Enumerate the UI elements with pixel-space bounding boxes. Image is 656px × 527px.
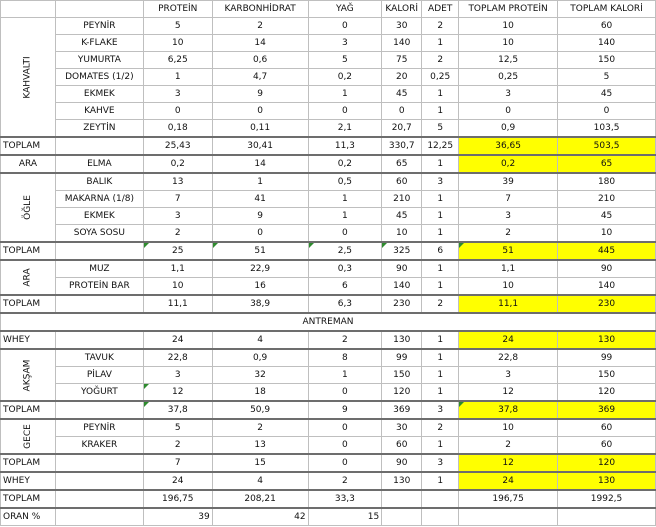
total-protein-cell[interactable]: 7 — [459, 191, 558, 208]
protein-cell[interactable]: 10 — [143, 35, 212, 52]
fat-cell[interactable]: 3 — [308, 35, 382, 52]
total-protein-cell[interactable]: 0 — [459, 103, 558, 120]
corner-cell[interactable] — [1, 1, 56, 18]
fat-cell[interactable]: 1 — [308, 208, 382, 225]
calorie-cell[interactable]: 45 — [382, 86, 422, 103]
total-calorie-cell[interactable]: 60 — [558, 419, 656, 437]
fat-cell[interactable]: 2 — [308, 472, 382, 490]
food-name[interactable] — [55, 137, 143, 155]
table-row — [1, 419, 656, 437]
total-calorie-cell[interactable]: 150 — [558, 52, 656, 69]
section-title-antreman[interactable]: ANTREMAN — [1, 313, 656, 331]
total-protein-cell[interactable]: 3 — [459, 208, 558, 225]
calorie-cell[interactable]: 90 — [382, 260, 422, 278]
food-name[interactable] — [55, 295, 143, 313]
count-cell[interactable]: 1 — [422, 86, 459, 103]
row-label[interactable]: TOPLAM — [1, 490, 56, 508]
calorie-cell[interactable]: 130 — [382, 331, 422, 349]
protein-cell[interactable]: 1,1 — [143, 260, 212, 278]
food-name[interactable]: MAKARNA (1/8) — [55, 191, 143, 208]
calorie-cell[interactable]: 330,7 — [382, 137, 422, 155]
protein-cell[interactable]: 2 — [143, 437, 212, 455]
subtotal-row — [1, 137, 656, 155]
total-protein-cell[interactable]: 0,25 — [459, 69, 558, 86]
protein-cell[interactable]: 0 — [143, 103, 212, 120]
food-name[interactable] — [55, 401, 143, 419]
carb-cell[interactable]: 51 — [212, 242, 308, 260]
count-cell[interactable]: 2 — [422, 419, 459, 437]
table-row — [1, 155, 656, 173]
row-label[interactable]: WHEY — [1, 472, 56, 490]
table-row — [1, 69, 656, 86]
carb-cell[interactable]: 1 — [212, 173, 308, 191]
total-protein-cell[interactable]: 11,1 — [459, 295, 558, 313]
ratio-row — [1, 508, 656, 526]
header-toplam-protein[interactable]: TOPLAM PROTEİN — [459, 1, 558, 18]
total-protein-cell[interactable]: 39 — [459, 173, 558, 191]
count-cell[interactable]: 1 — [422, 472, 459, 490]
total-protein-cell[interactable]: 196,75 — [459, 490, 558, 508]
total-protein-cell[interactable]: 51 — [459, 242, 558, 260]
group-label-gece[interactable]: GECE — [1, 419, 56, 454]
carb-cell[interactable]: 4 — [212, 331, 308, 349]
calorie-cell[interactable]: 90 — [382, 454, 422, 472]
count-cell[interactable]: 1 — [422, 103, 459, 120]
calorie-cell[interactable]: 65 — [382, 155, 422, 173]
group-label-kahvalti[interactable]: KAHVALTI — [1, 18, 56, 138]
count-cell[interactable]: 2 — [422, 52, 459, 69]
fat-cell[interactable]: 1 — [308, 86, 382, 103]
fat-cell[interactable]: 0,5 — [308, 173, 382, 191]
calorie-cell[interactable] — [382, 490, 422, 508]
fat-cell[interactable]: 0 — [308, 437, 382, 455]
protein-cell[interactable]: 3 — [143, 208, 212, 225]
total-calorie-cell[interactable]: 503,5 — [558, 137, 656, 155]
total-calorie-cell[interactable]: 140 — [558, 278, 656, 296]
row-label[interactable]: TOPLAM — [1, 295, 56, 313]
protein-cell[interactable]: 7 — [143, 191, 212, 208]
count-cell[interactable]: 3 — [422, 173, 459, 191]
count-cell[interactable]: 1 — [422, 437, 459, 455]
table-row — [1, 260, 656, 278]
protein-cell[interactable]: 25,43 — [143, 137, 212, 155]
count-cell[interactable]: 1 — [422, 260, 459, 278]
count-cell[interactable]: 1 — [422, 349, 459, 367]
fat-cell[interactable]: 2,5 — [308, 242, 382, 260]
total-protein-cell[interactable]: 12 — [459, 454, 558, 472]
calorie-cell[interactable]: 140 — [382, 35, 422, 52]
carb-cell[interactable]: 0,9 — [212, 349, 308, 367]
total-calorie-cell[interactable]: 90 — [558, 260, 656, 278]
subtotal-row — [1, 401, 656, 419]
count-cell[interactable]: 1 — [422, 155, 459, 173]
food-name[interactable]: PEYNİR — [55, 18, 143, 35]
food-name[interactable]: ELMA — [55, 155, 143, 173]
food-name[interactable] — [55, 454, 143, 472]
carb-cell[interactable]: 14 — [212, 155, 308, 173]
table-row — [1, 120, 656, 138]
carb-cell[interactable]: 41 — [212, 191, 308, 208]
total-protein-cell[interactable]: 24 — [459, 472, 558, 490]
total-protein-cell[interactable]: 22,8 — [459, 349, 558, 367]
protein-cell[interactable]: 3 — [143, 367, 212, 384]
total-protein-cell[interactable]: 3 — [459, 367, 558, 384]
total-calorie-cell[interactable]: 130 — [558, 472, 656, 490]
header-item-cell[interactable] — [55, 1, 143, 18]
header-yag[interactable]: YAĞ — [308, 1, 382, 18]
carb-cell[interactable]: 18 — [212, 384, 308, 402]
total-calorie-cell[interactable]: 65 — [558, 155, 656, 173]
header-adet[interactable]: ADET — [422, 1, 459, 18]
protein-cell[interactable]: 24 — [143, 472, 212, 490]
food-name[interactable]: EKMEK — [55, 208, 143, 225]
fat-cell[interactable]: 2 — [308, 331, 382, 349]
food-name[interactable]: ZEYTİN — [55, 120, 143, 138]
row-label[interactable]: TOPLAM — [1, 137, 56, 155]
protein-cell[interactable]: 12 — [143, 384, 212, 402]
fat-cell[interactable]: 6,3 — [308, 295, 382, 313]
calorie-cell[interactable] — [382, 508, 422, 526]
food-name[interactable]: KRAKER — [55, 437, 143, 455]
row-label[interactable]: TOPLAM — [1, 401, 56, 419]
total-calorie-cell[interactable]: 210 — [558, 191, 656, 208]
total-calorie-cell[interactable]: 120 — [558, 454, 656, 472]
total-calorie-cell[interactable]: 1992,5 — [558, 490, 656, 508]
total-calorie-cell[interactable]: 230 — [558, 295, 656, 313]
row-label[interactable]: TOPLAM — [1, 242, 56, 260]
protein-cell[interactable]: 22,8 — [143, 349, 212, 367]
count-cell[interactable]: 1 — [422, 367, 459, 384]
table-row — [1, 349, 656, 367]
food-name[interactable] — [55, 242, 143, 260]
count-cell[interactable]: 12,25 — [422, 137, 459, 155]
total-protein-cell[interactable]: 10 — [459, 35, 558, 52]
carb-cell[interactable]: 13 — [212, 437, 308, 455]
calorie-cell[interactable]: 325 — [382, 242, 422, 260]
protein-cell[interactable]: 24 — [143, 331, 212, 349]
header-protein[interactable]: PROTEİN — [143, 1, 212, 18]
total-protein-cell[interactable]: 10 — [459, 419, 558, 437]
carb-cell[interactable]: 16 — [212, 278, 308, 296]
count-cell[interactable]: 1 — [422, 191, 459, 208]
food-name[interactable] — [55, 472, 143, 490]
carb-cell[interactable]: 9 — [212, 208, 308, 225]
total-calorie-cell[interactable]: 180 — [558, 173, 656, 191]
header-row — [1, 1, 656, 18]
count-cell[interactable]: 1 — [422, 384, 459, 402]
table-row — [1, 86, 656, 103]
calorie-cell[interactable]: 130 — [382, 472, 422, 490]
carb-cell[interactable]: 2 — [212, 419, 308, 437]
row-label[interactable]: TOPLAM — [1, 454, 56, 472]
table-row — [1, 208, 656, 225]
total-calorie-cell[interactable] — [558, 508, 656, 526]
count-cell[interactable]: 1 — [422, 331, 459, 349]
food-name[interactable] — [55, 490, 143, 508]
protein-cell[interactable]: 196,75 — [143, 490, 212, 508]
carb-cell[interactable]: 22,9 — [212, 260, 308, 278]
protein-cell[interactable]: 0,18 — [143, 120, 212, 138]
subtotal-row — [1, 454, 656, 472]
protein-cell[interactable]: 25 — [143, 242, 212, 260]
calorie-cell[interactable]: 60 — [382, 173, 422, 191]
table-row — [1, 52, 656, 69]
count-cell[interactable]: 3 — [422, 454, 459, 472]
table-row — [1, 278, 656, 296]
table-row — [1, 472, 656, 490]
food-name[interactable]: YUMURTA — [55, 52, 143, 69]
grand-total-row — [1, 490, 656, 508]
count-cell[interactable]: 1 — [422, 225, 459, 243]
total-protein-cell[interactable]: 12 — [459, 384, 558, 402]
calorie-cell[interactable]: 120 — [382, 384, 422, 402]
carb-cell[interactable]: 38,9 — [212, 295, 308, 313]
protein-ratio-cell[interactable]: 39 — [143, 508, 212, 526]
count-cell[interactable]: 6 — [422, 242, 459, 260]
table-row — [1, 384, 656, 402]
food-name[interactable]: MUZ — [55, 260, 143, 278]
total-protein-cell[interactable]: 24 — [459, 331, 558, 349]
protein-cell[interactable]: 5 — [143, 419, 212, 437]
total-protein-cell[interactable]: 1,1 — [459, 260, 558, 278]
total-calorie-cell[interactable]: 150 — [558, 367, 656, 384]
fat-cell[interactable]: 1 — [308, 191, 382, 208]
fat-cell[interactable]: 1 — [308, 367, 382, 384]
carb-cell[interactable]: 9 — [212, 86, 308, 103]
protein-cell[interactable]: 5 — [143, 18, 212, 35]
total-protein-cell[interactable]: 2 — [459, 225, 558, 243]
calorie-cell[interactable]: 0 — [382, 103, 422, 120]
carb-cell[interactable]: 15 — [212, 454, 308, 472]
total-protein-cell[interactable]: 12,5 — [459, 52, 558, 69]
count-cell[interactable] — [422, 508, 459, 526]
calorie-cell[interactable]: 45 — [382, 208, 422, 225]
count-cell[interactable]: 3 — [422, 401, 459, 419]
header-toplam-kalori[interactable]: TOPLAM KALORİ — [558, 1, 656, 18]
row-label[interactable]: WHEY — [1, 331, 56, 349]
total-protein-cell[interactable] — [459, 508, 558, 526]
table-row — [1, 18, 656, 35]
total-calorie-cell[interactable]: 45 — [558, 208, 656, 225]
subtotal-row — [1, 295, 656, 313]
fat-cell[interactable]: 0,3 — [308, 260, 382, 278]
total-calorie-cell[interactable]: 5 — [558, 69, 656, 86]
total-calorie-cell[interactable]: 120 — [558, 384, 656, 402]
fat-cell[interactable]: 0,2 — [308, 155, 382, 173]
carb-cell[interactable]: 208,21 — [212, 490, 308, 508]
carb-cell[interactable]: 2 — [212, 18, 308, 35]
protein-cell[interactable]: 37,8 — [143, 401, 212, 419]
header-kalori[interactable]: KALORİ — [382, 1, 422, 18]
fat-cell[interactable]: 9 — [308, 401, 382, 419]
fat-cell[interactable]: 0 — [308, 18, 382, 35]
food-name[interactable]: TAVUK — [55, 349, 143, 367]
count-cell[interactable] — [422, 490, 459, 508]
total-protein-cell[interactable]: 36,65 — [459, 137, 558, 155]
fat-cell[interactable]: 0,2 — [308, 69, 382, 86]
food-name[interactable] — [55, 508, 143, 526]
carb-cell[interactable]: 32 — [212, 367, 308, 384]
total-protein-cell[interactable]: 0,9 — [459, 120, 558, 138]
fat-cell[interactable]: 11,3 — [308, 137, 382, 155]
food-name[interactable]: BALIK — [55, 173, 143, 191]
fat-cell[interactable]: 6 — [308, 278, 382, 296]
total-calorie-cell[interactable]: 0 — [558, 103, 656, 120]
protein-cell[interactable]: 1 — [143, 69, 212, 86]
row-label[interactable]: ARA — [1, 155, 56, 173]
calorie-cell[interactable]: 30 — [382, 18, 422, 35]
table-row — [1, 331, 656, 349]
group-label-ara[interactable]: ARA — [1, 260, 56, 295]
subtotal-row — [1, 242, 656, 260]
count-cell[interactable]: 2 — [422, 295, 459, 313]
fat-ratio-cell[interactable]: 15 — [308, 508, 382, 526]
header-karbonhidrat[interactable]: KARBONHİDRAT — [212, 1, 308, 18]
fat-cell[interactable]: 5 — [308, 52, 382, 69]
total-calorie-cell[interactable]: 99 — [558, 349, 656, 367]
food-name[interactable]: DOMATES (1/2) — [55, 69, 143, 86]
calorie-cell[interactable]: 230 — [382, 295, 422, 313]
fat-cell[interactable]: 8 — [308, 349, 382, 367]
total-calorie-cell[interactable]: 60 — [558, 437, 656, 455]
fat-cell[interactable]: 0 — [308, 384, 382, 402]
table-row — [1, 367, 656, 384]
food-name[interactable]: PİLAV — [55, 367, 143, 384]
table-row — [1, 191, 656, 208]
total-calorie-cell[interactable]: 140 — [558, 35, 656, 52]
table-row — [1, 437, 656, 455]
food-name[interactable] — [55, 331, 143, 349]
carb-cell[interactable]: 50,9 — [212, 401, 308, 419]
count-cell[interactable]: 1 — [422, 208, 459, 225]
protein-cell[interactable]: 13 — [143, 173, 212, 191]
fat-cell[interactable]: 0 — [308, 419, 382, 437]
protein-cell[interactable]: 0,2 — [143, 155, 212, 173]
section-row — [1, 313, 656, 331]
carb-cell[interactable]: 0,11 — [212, 120, 308, 138]
total-calorie-cell[interactable]: 369 — [558, 401, 656, 419]
food-name[interactable]: YOĞURT — [55, 384, 143, 402]
carb-cell[interactable]: 4 — [212, 472, 308, 490]
carb-ratio-cell[interactable]: 42 — [212, 508, 308, 526]
calorie-cell[interactable]: 99 — [382, 349, 422, 367]
protein-cell[interactable]: 3 — [143, 86, 212, 103]
total-calorie-cell[interactable]: 103,5 — [558, 120, 656, 138]
group-label-ogle[interactable]: ÖĞLE — [1, 173, 56, 242]
count-cell[interactable]: 2 — [422, 18, 459, 35]
table-row — [1, 173, 656, 191]
total-protein-cell[interactable]: 37,8 — [459, 401, 558, 419]
calorie-cell[interactable]: 210 — [382, 191, 422, 208]
protein-cell[interactable]: 2 — [143, 225, 212, 243]
total-protein-cell[interactable]: 10 — [459, 278, 558, 296]
food-name[interactable]: SOYA SOSU — [55, 225, 143, 243]
calorie-cell[interactable]: 150 — [382, 367, 422, 384]
count-cell[interactable]: 0,25 — [422, 69, 459, 86]
food-name[interactable]: KAHVE — [55, 103, 143, 120]
food-name[interactable]: EKMEK — [55, 86, 143, 103]
protein-cell[interactable]: 11,1 — [143, 295, 212, 313]
food-name[interactable]: K-FLAKE — [55, 35, 143, 52]
carb-cell[interactable]: 14 — [212, 35, 308, 52]
food-name[interactable]: PEYNİR — [55, 419, 143, 437]
calorie-cell[interactable]: 20 — [382, 69, 422, 86]
table-row — [1, 103, 656, 120]
food-name[interactable]: PROTEİN BAR — [55, 278, 143, 296]
total-calorie-cell[interactable]: 45 — [558, 86, 656, 103]
carb-cell[interactable]: 0 — [212, 225, 308, 243]
calorie-cell[interactable]: 10 — [382, 225, 422, 243]
total-calorie-cell[interactable]: 445 — [558, 242, 656, 260]
total-protein-cell[interactable]: 3 — [459, 86, 558, 103]
fat-cell[interactable]: 0 — [308, 454, 382, 472]
total-protein-cell[interactable]: 2 — [459, 437, 558, 455]
calorie-cell[interactable]: 30 — [382, 419, 422, 437]
row-label[interactable]: ORAN % — [1, 508, 56, 526]
total-calorie-cell[interactable]: 60 — [558, 18, 656, 35]
fat-cell[interactable]: 33,3 — [308, 490, 382, 508]
total-calorie-cell[interactable]: 130 — [558, 331, 656, 349]
count-cell[interactable]: 5 — [422, 120, 459, 138]
calorie-cell[interactable]: 140 — [382, 278, 422, 296]
carb-cell[interactable]: 4,7 — [212, 69, 308, 86]
carb-cell[interactable]: 0 — [212, 103, 308, 120]
count-cell[interactable]: 1 — [422, 35, 459, 52]
protein-cell[interactable]: 6,25 — [143, 52, 212, 69]
table-row — [1, 35, 656, 52]
protein-cell[interactable]: 7 — [143, 454, 212, 472]
carb-cell[interactable]: 0,6 — [212, 52, 308, 69]
total-calorie-cell[interactable]: 10 — [558, 225, 656, 243]
fat-cell[interactable]: 0 — [308, 103, 382, 120]
calorie-cell[interactable]: 20,7 — [382, 120, 422, 138]
table-row — [1, 225, 656, 243]
group-label-aksam[interactable]: AKŞAM — [1, 349, 56, 401]
protein-cell[interactable]: 10 — [143, 278, 212, 296]
carb-cell[interactable]: 30,41 — [212, 137, 308, 155]
calorie-cell[interactable]: 75 — [382, 52, 422, 69]
calorie-cell[interactable]: 60 — [382, 437, 422, 455]
fat-cell[interactable]: 0 — [308, 225, 382, 243]
calorie-cell[interactable]: 369 — [382, 401, 422, 419]
fat-cell[interactable]: 2,1 — [308, 120, 382, 138]
total-protein-cell[interactable]: 0,2 — [459, 155, 558, 173]
total-protein-cell[interactable]: 10 — [459, 18, 558, 35]
count-cell[interactable]: 1 — [422, 278, 459, 296]
